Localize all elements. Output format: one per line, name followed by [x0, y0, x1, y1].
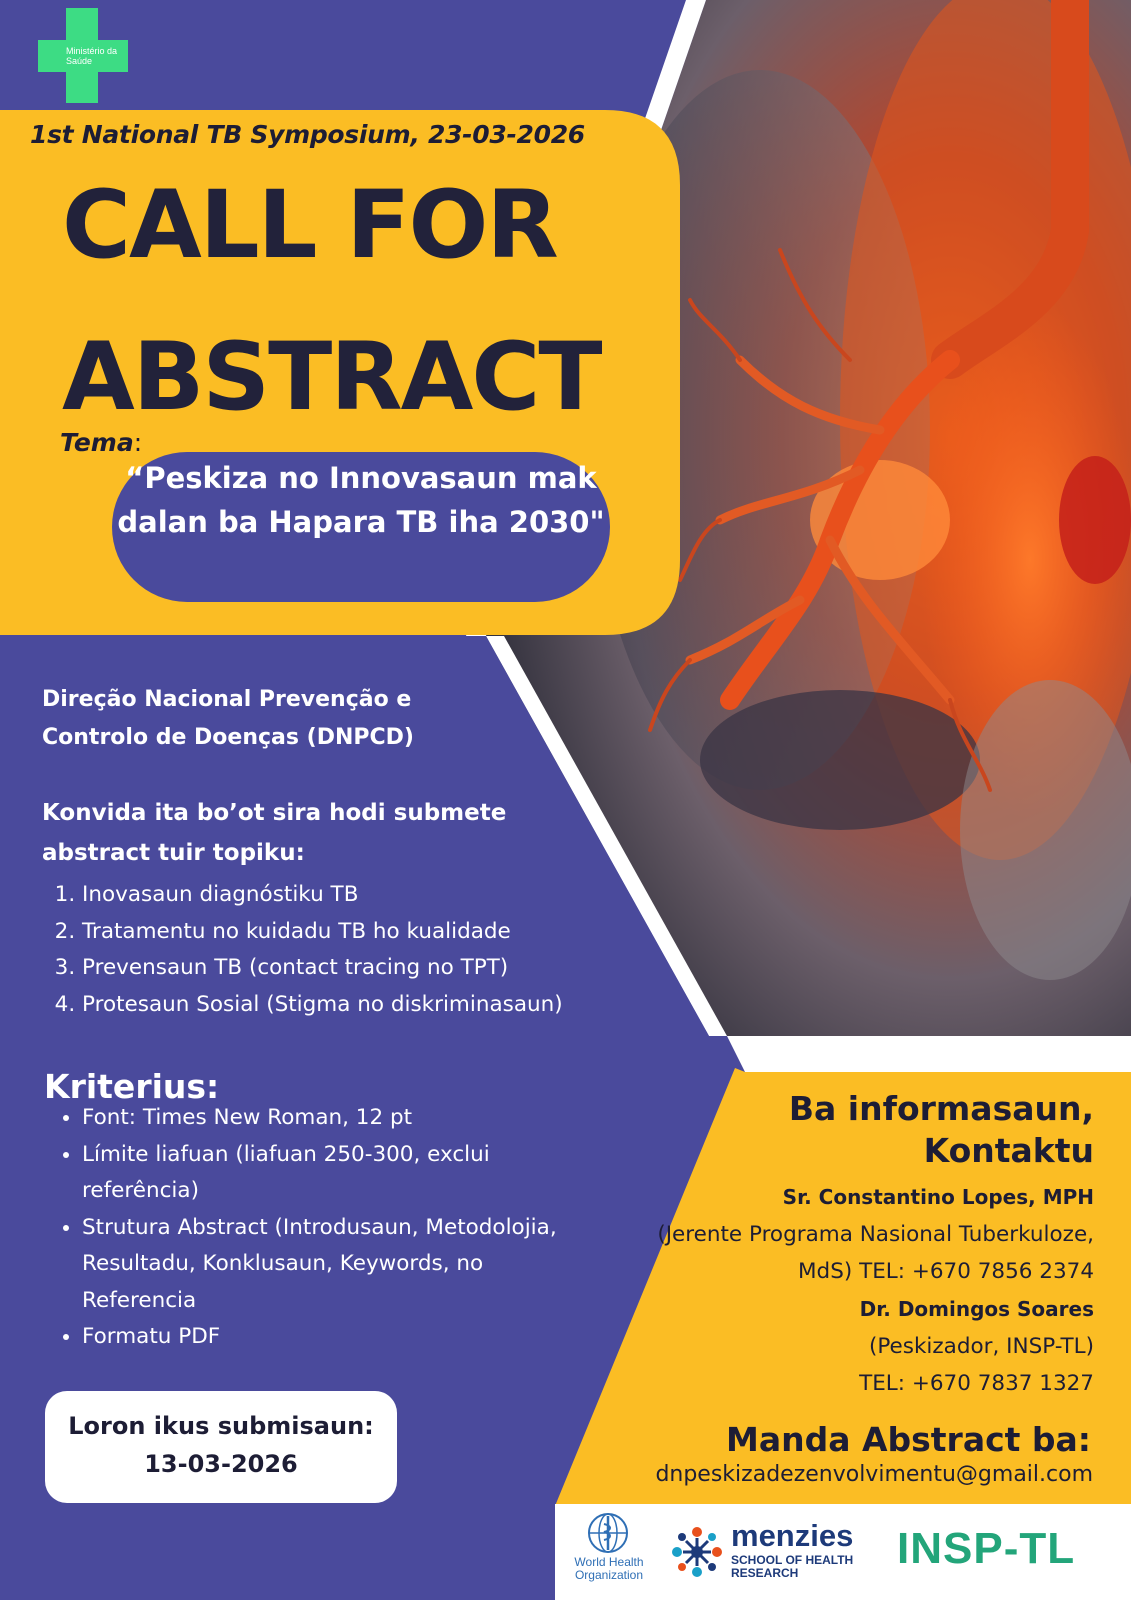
invite-text: Konvida ita bo’ot sira hodi submete abstract tuir topiku: — [42, 800, 507, 866]
deadline-date: 13-03-2026 — [144, 1450, 298, 1478]
theme-pill: “Peskiza no Innovasaun mak dalan ba Hapara TB iha 2030" — [112, 452, 610, 602]
bacteria-shape — [700, 690, 980, 830]
contact-person2-name: Dr. Domingos Soares — [859, 1297, 1094, 1321]
list-item: 2. Tratamentu no kuidadu TB ho kualidade — [82, 914, 702, 951]
list-item: • Font: Times New Roman, 12 pt — [82, 1100, 572, 1137]
menzies-logo-subtitle: SCHOOL OF HEALTH RESEARCH — [731, 1553, 854, 1580]
contact-person2-role: (Peskizador, INSP-TL) — [868, 1334, 1094, 1359]
insp-logo-text: INSP-TL — [897, 1524, 1076, 1573]
contact-section — [654, 1088, 1094, 1402]
ministry-logo-text: Ministério da Saúde — [66, 46, 118, 66]
criteria-list — [40, 1100, 572, 1356]
blood-cell-shape — [1059, 456, 1131, 584]
theme-label: Tema: — [60, 428, 143, 457]
contact-person2-tel: TEL: +670 7837 1327 — [859, 1371, 1094, 1396]
menzies-people-icon — [667, 1522, 727, 1582]
main-title — [62, 150, 600, 454]
list-item: 3. Prevensaun TB (contact tracing no TPT) — [82, 950, 702, 987]
list-item: 1. Inovasaun diagnóstiku TB — [82, 877, 702, 914]
symposium-title: 1st National TB Symposium, 23-03-2026 — [30, 120, 585, 149]
main-title-line1: CALL FOR — [62, 171, 557, 280]
contact-person1-detail: (Jerente Programa Nasional Tuberkuloze, MdS) TEL: +670 7856 2374 — [657, 1222, 1094, 1284]
list-item: • Strutura Abstract (Introdusaun, Metodolojia, Resultadu, Konklusaun, Keywords, no Referencia — [82, 1210, 572, 1320]
list-item: 4. Protesaun Sosial (Stigma no diskriminasaun) — [82, 987, 702, 1024]
contact-person1-name: Sr. Constantino Lopes, MPH — [782, 1185, 1094, 1209]
organizer-name: Direção Nacional Prevenção e Controlo de Doenças (DNPCD) — [42, 687, 414, 750]
who-emblem-icon — [587, 1512, 629, 1554]
contact-heading-line2: Kontaktu — [923, 1131, 1094, 1170]
deadline-label: Loron ikus submisaun: — [68, 1412, 374, 1440]
white-band — [727, 1036, 1131, 1072]
partner-logos — [555, 1504, 1131, 1600]
submission-title: Manda Abstract ba: — [725, 1420, 1091, 1459]
contact-heading-line1: Ba informasaun, — [788, 1089, 1094, 1128]
topics-list — [40, 877, 702, 1023]
list-item: • Límite liafuan (liafuan 250-300, exclui referência) — [82, 1137, 572, 1210]
who-logo-text: World Health Organization — [574, 1555, 644, 1582]
list-item: • Formatu PDF — [82, 1319, 572, 1356]
menzies-logo-name: menzies — [731, 1518, 854, 1553]
theme-label-text: Tema — [60, 428, 134, 457]
deadline-box — [45, 1391, 397, 1503]
main-title-line2: ABSTRACT — [62, 323, 601, 432]
criteria-title: Kriterius: — [44, 1067, 220, 1106]
submission-email[interactable]: dnpeskizadezenvolvimentu@gmail.com — [655, 1462, 1093, 1487]
